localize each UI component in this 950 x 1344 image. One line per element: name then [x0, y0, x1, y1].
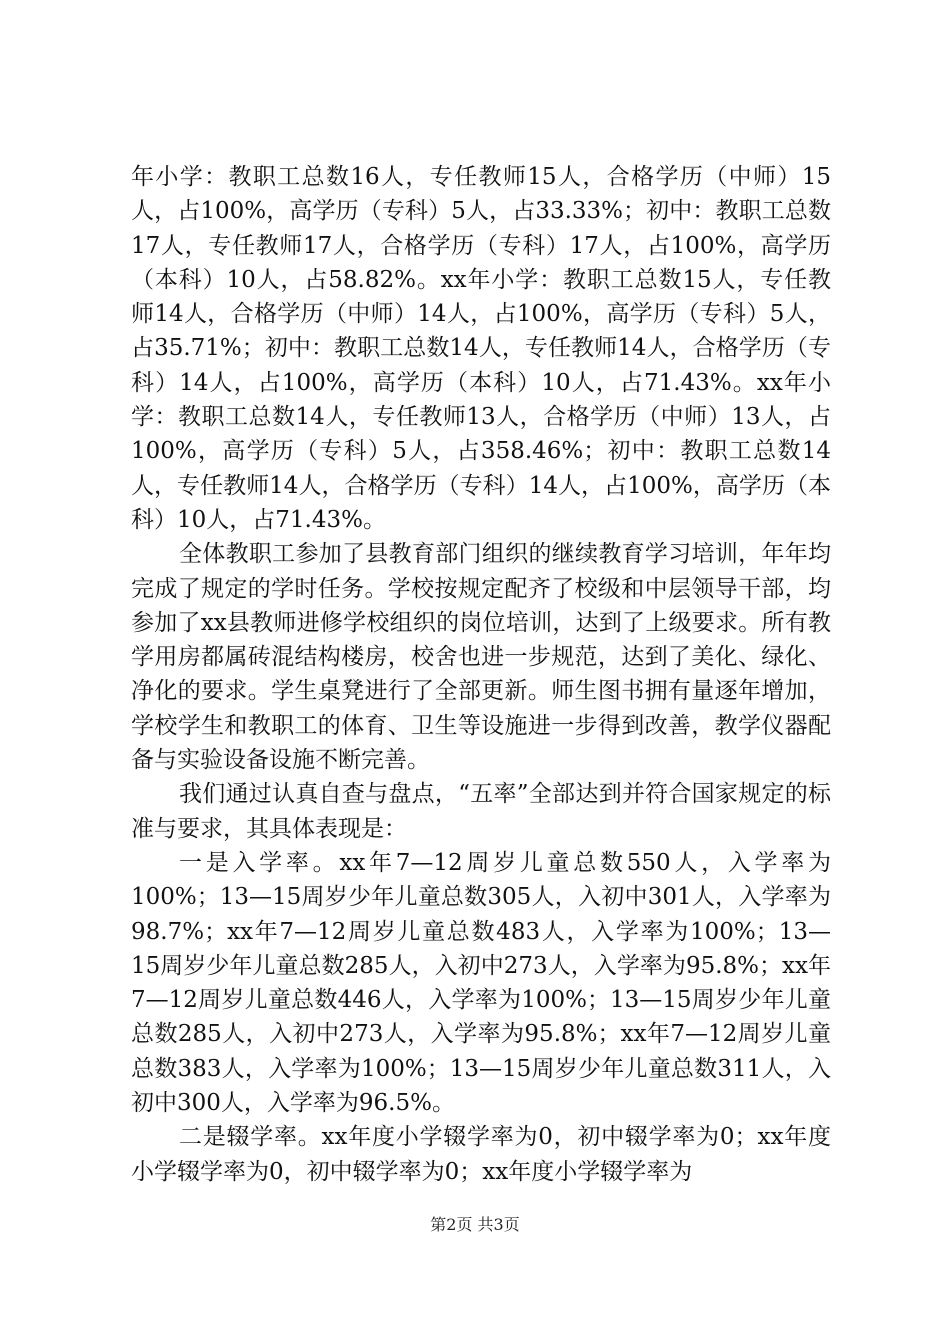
- paragraph-staff-statistics: 年小学：教职工总数16人，专任教师15人，合格学历（中师）15人，占100%，高学历（专科）5人，占33.33%；初中：教职工总数17人，专任教师17人，合格学历（专科）17人，占100%，高学历（本科）10人，占58.82%。xx年小学：教职工总数15人，专任教师14人，合格学历（中师）14人，占100%，高学历（专科）5人，占35.71%；初中：教职工总数14人，专任教师14人，合格学历（专科）14人，占100%，高学历（本科）10人，占71.43%。xx年小学：教职工总数14人，专任教师13人，合格学历（中师）13人，占100%，高学历（专科）5人，占358.46%；初中：教职工总数14人，专任教师14人，合格学历（专科）14人，占100%，高学历（本科）10人，占71.43%。: [131, 164, 831, 533]
- paragraph-five-rates-intro: 我们通过认真自查与盘点，“五率”全部达到并符合国家规定的标准与要求，其具体表现是：: [131, 781, 831, 842]
- page-number-footer: 第2页 共3页: [430, 1215, 520, 1234]
- paragraph-training-facilities: 全体教职工参加了县教育部门组织的继续教育学习培训，年年均完成了规定的学时任务。学校按规定配齐了校级和中层领导干部，均参加了xx县教师进修学校组织的岗位培训，达到了上级要求。所有教学用房都属砖混结构楼房，校舍也进一步规范，达到了美化、绿化、净化的要求。学生桌凳进行了全部更新。师生图书拥有量逐年增加，学校学生和教职工的体育、卫生等设施进一步得到改善，教学仪器配备与实验设备设施不断完善。: [131, 541, 831, 774]
- paragraph-dropout-rate: 二是辍学率。xx年度小学辍学率为0，初中辍学率为0；xx年度小学辍学率为0，初中辍学率为0；xx年度小学辍学率为: [131, 1124, 831, 1185]
- body-text: [131, 160, 831, 1189]
- paragraph-enrollment-rate: 一是入学率。xx年7—12周岁儿童总数550人，入学率为100%；13—15周岁少年儿童总数305人，入初中301人，入学率为98.7%；xx年7—12周岁儿童总数483人，入学率为100%；13—15周岁少年儿童总数285人，入初中273人，入学率为95.8%；xx年7—12周岁儿童总数446人，入学率为100%；13—15周岁少年儿童总数285人，入初中273人，入学率为95.8%；xx年7—12周岁儿童总数383人，入学率为100%；13—15周岁少年儿童总数311人，入初中300人，入学率为96.5%。: [131, 849, 831, 1117]
